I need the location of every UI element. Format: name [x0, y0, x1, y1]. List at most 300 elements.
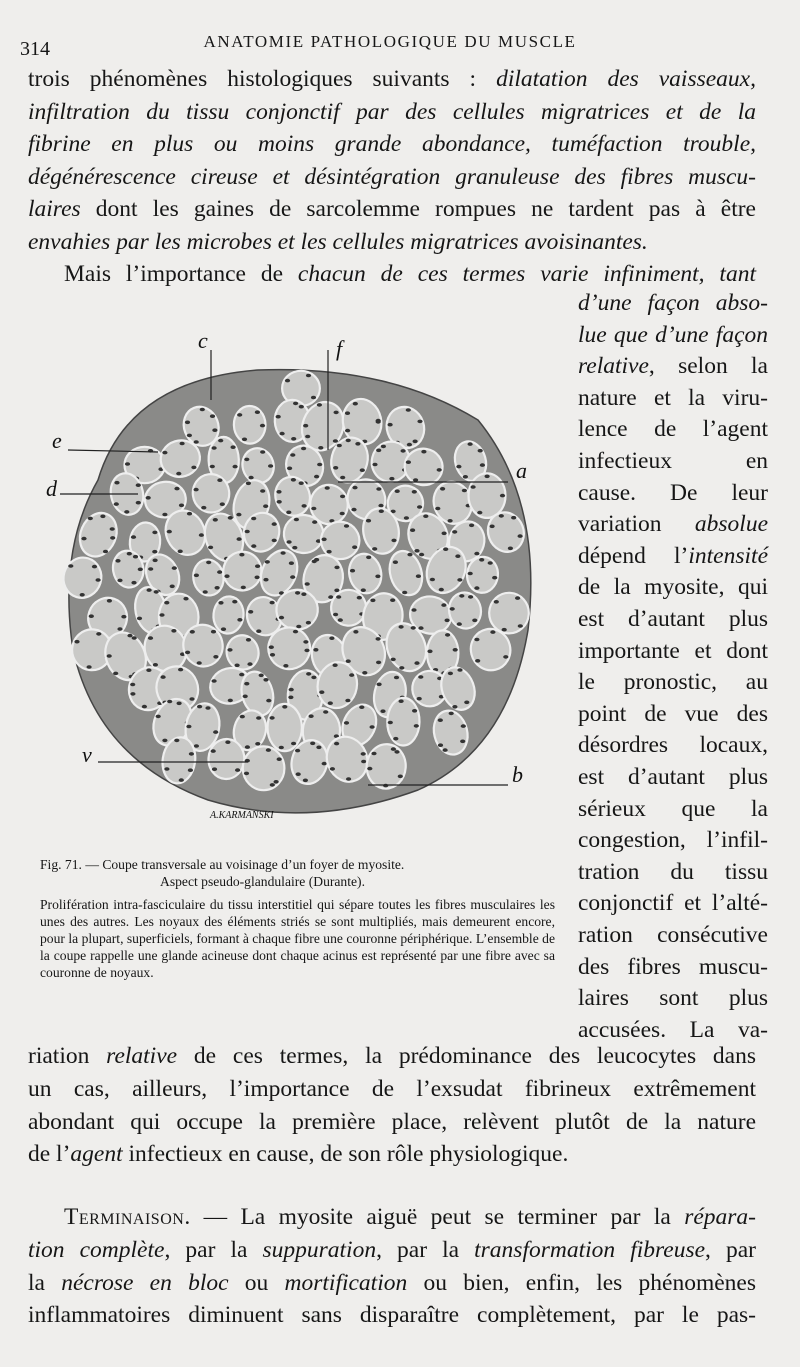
nucleus — [239, 553, 244, 557]
text-span: accusées. La va- — [578, 1016, 768, 1043]
figure-label-e: e — [52, 428, 62, 453]
text-span: de la myosite, qui — [578, 574, 768, 601]
figure-label-a: a — [516, 458, 527, 483]
nucleus — [152, 550, 157, 554]
nucleus — [322, 538, 327, 542]
nucleus — [361, 752, 366, 756]
nucleus — [176, 472, 181, 476]
text-line — [28, 1299, 756, 1331]
nucleus — [245, 745, 250, 749]
nucleus — [179, 504, 184, 508]
nucleus — [80, 593, 85, 597]
nucleus — [417, 697, 422, 701]
nucleus — [259, 674, 264, 678]
text-line — [578, 635, 768, 667]
nucleus — [282, 705, 287, 709]
nucleus — [174, 487, 179, 491]
figure-label-f: f — [336, 336, 343, 361]
text-line — [28, 161, 756, 193]
nucleus — [311, 396, 316, 400]
nucleus — [406, 408, 411, 412]
nucleus — [417, 505, 422, 509]
italic-span: relative — [106, 1043, 178, 1069]
nucleus — [114, 481, 119, 485]
nucleus — [246, 638, 251, 642]
nucleus — [314, 475, 319, 479]
nucleus — [244, 682, 249, 686]
nucleus — [478, 449, 483, 453]
text-line — [28, 63, 756, 95]
italic-span: relative — [578, 353, 649, 380]
nucleus — [266, 699, 271, 703]
text-line — [28, 1040, 756, 1072]
text-line — [578, 887, 768, 919]
nucleus — [194, 574, 199, 578]
nucleus — [322, 762, 327, 766]
nucleus — [189, 752, 194, 756]
nucleus — [334, 589, 339, 593]
text-span: un cas, ailleurs, l’importance de l’exsudat fibrineux extrêmement — [28, 1075, 756, 1102]
nucleus — [228, 516, 233, 520]
nucleus — [185, 421, 190, 425]
nucleus — [172, 566, 177, 570]
nucleus — [352, 545, 357, 549]
nucleus — [89, 614, 94, 618]
nucleus — [334, 742, 339, 746]
nucleus — [107, 599, 112, 603]
nucleus — [255, 564, 260, 568]
nucleus — [469, 524, 474, 528]
nucleus — [283, 664, 288, 668]
nucleus — [263, 678, 268, 682]
italic-span: dilatation des vaisseaux, — [496, 66, 756, 92]
nucleus — [305, 435, 310, 439]
nucleus — [289, 688, 294, 692]
text-line — [28, 1234, 756, 1266]
nucleus — [260, 450, 265, 454]
text-span: trois phénomènes histologiques suivants : — [28, 66, 497, 92]
nucleus — [367, 767, 372, 771]
text-span: est d’autant plus — [578, 764, 768, 790]
nucleus — [389, 477, 394, 481]
nucleus — [285, 379, 290, 383]
nucleus — [301, 447, 306, 451]
italic-span: absolue — [694, 511, 768, 538]
muscle-fiber — [330, 589, 367, 627]
nucleus — [399, 625, 404, 629]
muscle-fiber — [488, 592, 530, 635]
nucleus — [244, 458, 249, 462]
text-line — [28, 96, 756, 128]
italic-span: chacun de ces termes varie infiniment, tant — [297, 261, 756, 287]
nucleus — [340, 495, 345, 499]
nucleus — [316, 746, 321, 750]
nucleus — [236, 513, 241, 517]
nucleus — [418, 675, 423, 679]
nucleus — [87, 665, 92, 669]
nucleus — [474, 552, 479, 556]
nucleus — [390, 598, 395, 602]
nucleus — [372, 463, 377, 467]
nucleus — [152, 531, 157, 535]
nucleus — [194, 744, 199, 748]
nucleus — [210, 465, 215, 469]
nucleus — [362, 671, 367, 675]
nucleus — [255, 410, 260, 414]
nucleus — [457, 668, 462, 672]
nucleus — [366, 556, 371, 560]
text-line — [578, 413, 768, 445]
nucleus — [167, 530, 172, 534]
text-line — [578, 761, 768, 793]
nucleus — [212, 446, 217, 450]
nucleus — [372, 547, 377, 551]
text-line — [578, 729, 768, 761]
nucleus — [440, 487, 445, 491]
nucleus — [248, 610, 253, 614]
nucleus — [156, 715, 161, 719]
nucleus — [349, 673, 354, 677]
nucleus — [333, 663, 338, 667]
nucleus — [311, 507, 316, 511]
nucleus — [344, 524, 349, 528]
nucleus — [212, 767, 217, 771]
nucleus — [289, 561, 294, 565]
nucleus — [194, 488, 199, 492]
nucleus — [269, 645, 274, 649]
text-span: conjonctif et l’alté- — [578, 890, 768, 917]
nucleus — [366, 519, 371, 523]
nucleus — [490, 525, 495, 529]
text-span: ou bien, enfin, les phénomènes — [407, 1269, 756, 1296]
nucleus — [225, 740, 230, 744]
nucleus — [277, 500, 282, 504]
nucleus — [378, 504, 383, 508]
italic-span: d’une façon abso- — [578, 290, 768, 316]
nucleus — [414, 661, 419, 665]
nucleus — [167, 700, 172, 704]
nucleus — [453, 648, 458, 652]
nucleus — [351, 508, 356, 512]
nucleus — [319, 690, 324, 694]
nucleus — [448, 519, 453, 523]
nucleus — [325, 486, 330, 490]
nucleus — [295, 591, 300, 595]
nucleus — [180, 442, 185, 446]
nucleus — [235, 768, 240, 772]
text-line — [28, 1073, 756, 1105]
text-span: cause. De leur — [578, 479, 768, 506]
nucleus — [295, 749, 300, 753]
nucleus — [110, 527, 115, 531]
nucleus — [357, 596, 362, 600]
muscle-section-illustration — [38, 330, 548, 840]
nucleus — [305, 582, 310, 586]
nucleus — [350, 569, 355, 573]
nucleus — [260, 424, 265, 428]
text-span: nature et la viru- — [578, 384, 768, 411]
nucleus — [199, 533, 204, 537]
text-span: importante et dont — [578, 637, 768, 664]
nucleus — [291, 437, 296, 441]
nucleus — [224, 574, 229, 578]
text-span: lence de l’agent — [578, 416, 768, 443]
text-line — [578, 951, 768, 983]
nucleus — [161, 675, 166, 679]
nucleus — [244, 772, 249, 776]
text-span: ou — [228, 1269, 285, 1296]
nucleus — [460, 740, 465, 744]
nucleus — [334, 411, 339, 415]
nucleus — [197, 705, 202, 709]
nucleus — [127, 552, 132, 556]
nucleus — [174, 739, 179, 743]
nucleus — [414, 549, 419, 553]
nucleus — [296, 625, 301, 629]
nucleus — [441, 603, 446, 607]
nucleus — [395, 489, 400, 493]
nucleus — [394, 676, 399, 680]
text-span: inflammatoires diminuent sans disparaître complètement, par le pas- — [28, 1302, 756, 1329]
nucleus — [276, 415, 281, 419]
nucleus — [412, 490, 417, 494]
nucleus — [110, 536, 115, 540]
text-span: la — [28, 1269, 62, 1296]
nucleus — [472, 619, 477, 623]
italic-span: tion complète — [28, 1236, 165, 1263]
nucleus — [177, 702, 182, 706]
nucleus — [194, 440, 199, 444]
nucleus — [383, 784, 388, 788]
nucleus — [188, 768, 193, 772]
text-line — [28, 1106, 756, 1138]
nucleus — [221, 627, 226, 631]
muscle-fiber — [242, 746, 284, 791]
nucleus — [388, 423, 393, 427]
nucleus — [439, 588, 444, 592]
text-line — [578, 382, 768, 414]
nucleus — [317, 403, 322, 407]
nucleus — [511, 516, 516, 520]
nucleus — [213, 518, 218, 522]
nucleus — [260, 489, 265, 493]
nucleus — [287, 540, 292, 544]
nucleus — [299, 481, 304, 485]
figure-label-b: b — [512, 762, 523, 787]
nucleus — [249, 476, 254, 480]
nucleus — [68, 564, 73, 568]
nucleus — [500, 494, 505, 498]
nucleus — [360, 468, 365, 472]
nucleus — [376, 419, 381, 423]
text-line — [28, 193, 756, 225]
nucleus — [291, 742, 296, 746]
nucleus — [217, 478, 222, 482]
nucleus — [277, 757, 282, 761]
nucleus — [333, 613, 338, 617]
nucleus — [474, 586, 479, 590]
nucleus — [314, 558, 319, 562]
nucleus — [142, 705, 147, 709]
nucleus — [427, 650, 432, 654]
nucleus — [263, 578, 268, 582]
nucleus — [217, 570, 222, 574]
nucleus — [479, 558, 484, 562]
text-line — [28, 128, 756, 160]
nucleus — [235, 664, 240, 668]
text-span: le pronostic, au — [578, 669, 768, 696]
text-line — [578, 508, 768, 540]
page-header — [20, 30, 760, 60]
nucleus — [96, 632, 101, 636]
nucleus — [456, 465, 461, 469]
text-line — [578, 666, 768, 698]
nucleus — [406, 460, 411, 464]
text-span: infectieux en cause, de son rôle physiologique. — [122, 1141, 569, 1168]
nucleus — [121, 615, 126, 619]
nucleus — [299, 405, 304, 409]
text-line — [578, 319, 768, 351]
nucleus — [296, 772, 301, 776]
nucleus — [503, 655, 508, 659]
page-number: 314 — [20, 38, 50, 60]
nucleus — [237, 413, 242, 417]
nucleus — [131, 581, 136, 585]
nucleus — [130, 683, 135, 687]
nucleus — [203, 590, 208, 594]
nucleus — [255, 576, 260, 580]
nucleus — [215, 586, 220, 590]
nucleus — [318, 446, 323, 450]
nucleus — [131, 535, 136, 539]
nucleus — [407, 443, 412, 447]
nucleus — [303, 424, 308, 428]
text-line — [28, 1201, 756, 1233]
nucleus — [113, 672, 118, 676]
nucleus — [227, 648, 232, 652]
nucleus — [189, 697, 194, 701]
nucleus — [361, 588, 366, 592]
nucleus — [159, 613, 164, 617]
nucleus — [502, 628, 507, 632]
nucleus — [340, 512, 345, 516]
nucleus — [247, 662, 252, 666]
italic-span: nécrose en bloc — [61, 1269, 229, 1296]
nucleus — [232, 600, 237, 604]
nucleus — [211, 749, 216, 753]
nucleus — [464, 701, 469, 705]
text-line — [578, 287, 768, 319]
text-line — [578, 856, 768, 888]
nucleus — [337, 444, 342, 448]
nucleus — [413, 440, 418, 444]
nucleus — [162, 451, 167, 455]
caption-title-text: Fig. 71. — Coupe transversale au voisinage d’un foyer de myosite. — [40, 857, 405, 872]
nucleus — [183, 597, 188, 601]
nucleus — [412, 709, 417, 713]
nucleus — [212, 428, 217, 432]
nucleus — [379, 509, 384, 513]
caption-subtitle: Aspect pseudo-glandulaire (Durante). — [160, 874, 365, 889]
text-line — [578, 793, 768, 825]
nucleus — [100, 515, 105, 519]
nucleus — [327, 550, 332, 554]
nucleus — [468, 595, 473, 599]
nucleus — [256, 629, 261, 633]
nucleus — [132, 636, 137, 640]
nucleus — [413, 478, 418, 482]
nucleus — [187, 512, 192, 516]
nucleus — [88, 517, 93, 521]
nucleus — [380, 709, 385, 713]
nucleus — [452, 530, 457, 534]
nucleus — [107, 654, 112, 658]
nucleus — [376, 487, 381, 491]
nucleus — [148, 567, 153, 571]
nucleus — [279, 616, 284, 620]
nucleus — [345, 411, 350, 415]
text-line — [578, 603, 768, 635]
text-span: dépend l’ — [578, 542, 689, 569]
nucleus — [220, 502, 225, 506]
muscle-fiber — [268, 704, 302, 751]
nucleus — [103, 550, 108, 554]
nucleus — [256, 716, 261, 720]
nucleus — [237, 537, 242, 541]
nucleus — [206, 561, 211, 565]
text-line — [578, 919, 768, 951]
nucleus — [452, 705, 457, 709]
nucleus — [115, 559, 120, 563]
text-span: infectieux en — [578, 448, 768, 474]
text-span: dont les gaines de sarcolemme rompues ne tardent pas à être — [80, 196, 756, 222]
nucleus — [146, 496, 151, 500]
nucleus — [492, 576, 497, 580]
nucleus — [494, 600, 499, 604]
nucleus — [310, 742, 315, 746]
nucleus — [445, 633, 450, 637]
nucleus — [423, 514, 428, 518]
nucleus — [197, 661, 202, 665]
text-span: point de vue des — [578, 700, 768, 727]
nucleus — [268, 464, 273, 468]
italic-span: envahies par les microbes et les cellules migratrices avoisinantes. — [28, 228, 648, 255]
nucleus — [416, 574, 421, 578]
nucleus — [147, 588, 152, 592]
italic-span: transformation fibreuse — [474, 1236, 706, 1263]
text-line — [578, 698, 768, 730]
nucleus — [164, 601, 169, 605]
nucleus — [336, 595, 341, 599]
nucleus — [270, 601, 275, 605]
nucleus — [263, 504, 268, 508]
nucleus — [251, 544, 256, 548]
nucleus — [136, 501, 141, 505]
nucleus — [96, 578, 101, 582]
nucleus — [346, 659, 351, 663]
nucleus — [218, 439, 223, 443]
nucleus — [329, 636, 334, 640]
nucleus — [266, 748, 271, 752]
nucleus — [391, 747, 396, 751]
nucleus — [245, 530, 250, 534]
nucleus — [442, 532, 447, 536]
nucleus — [398, 775, 403, 779]
italic-span: agent — [70, 1141, 123, 1168]
nucleus — [125, 462, 130, 466]
nucleus — [240, 715, 245, 719]
nucleus — [81, 537, 86, 541]
